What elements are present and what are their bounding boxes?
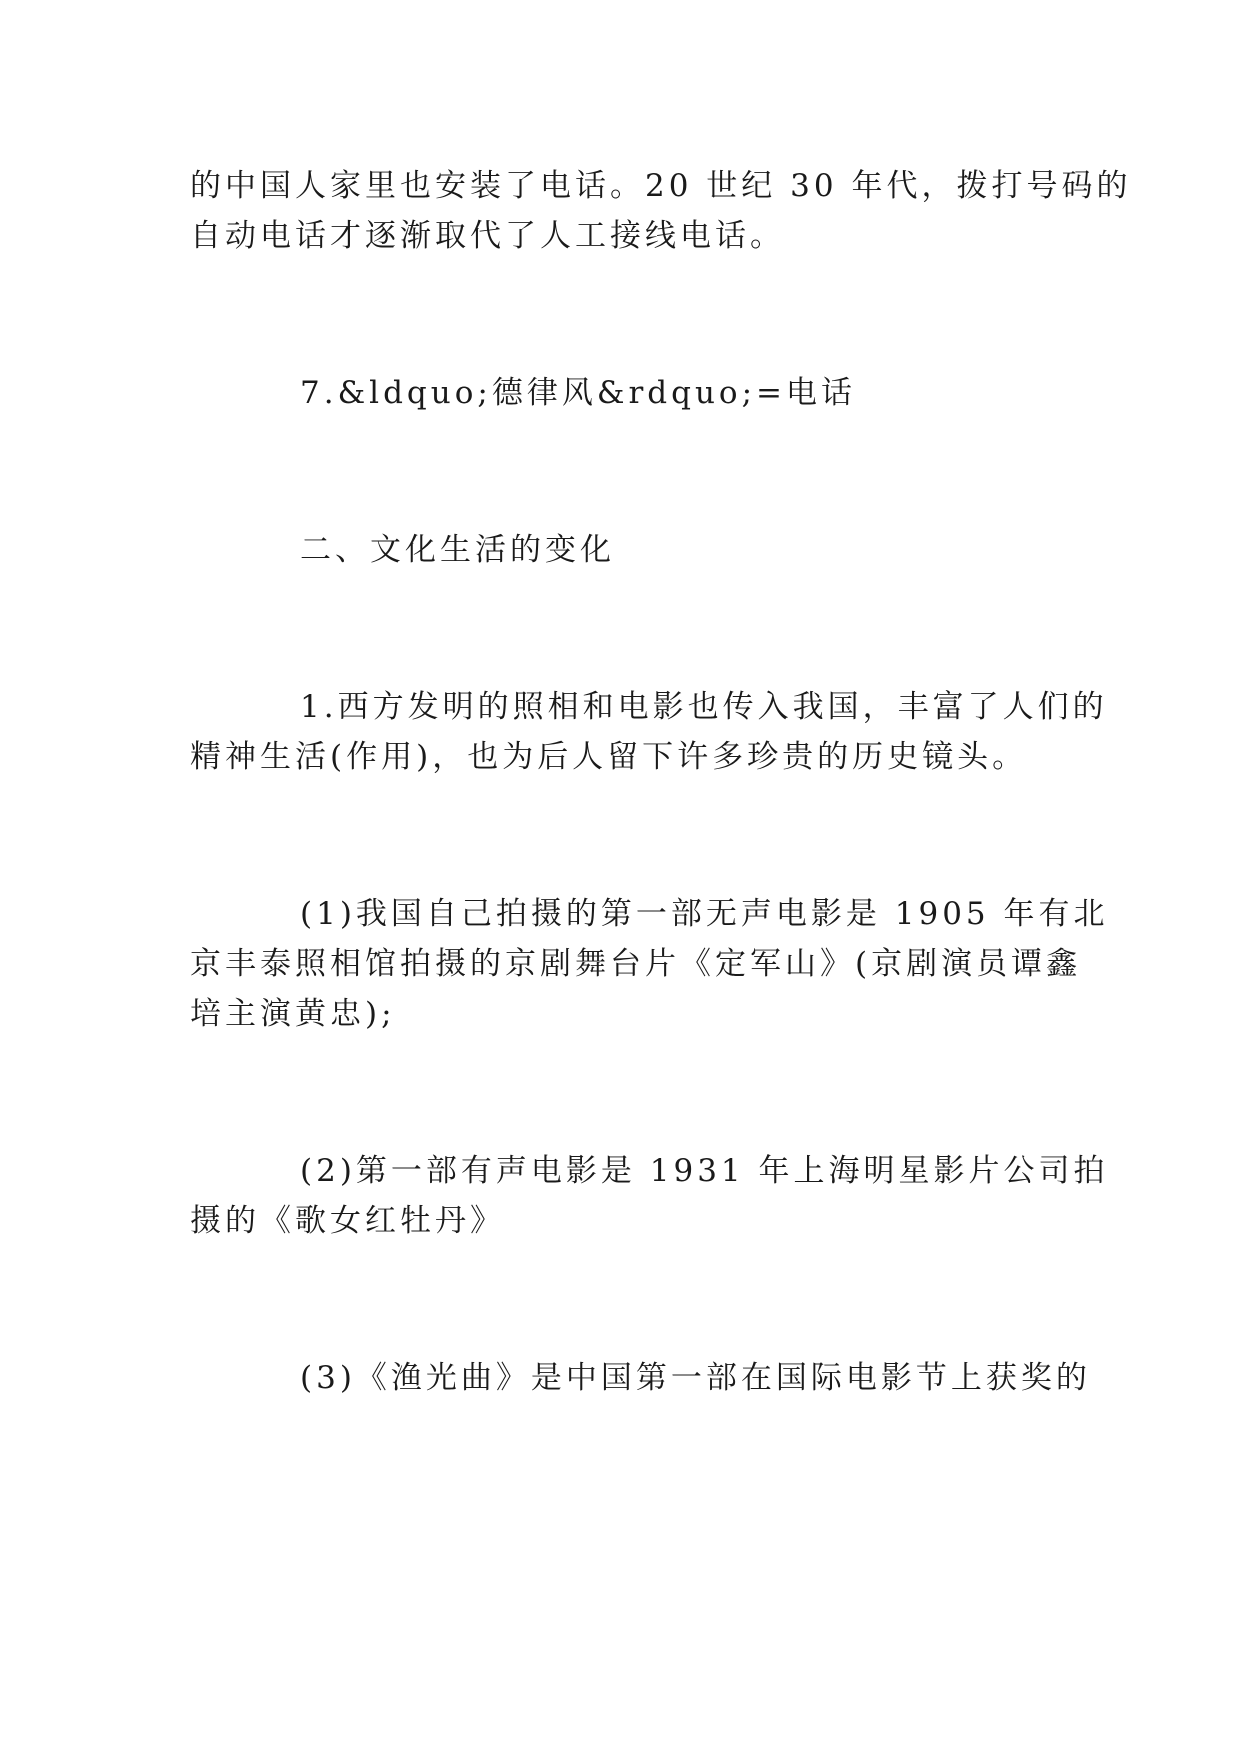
sub-point-3-line-1: (3)《渔光曲》是中国第一部在国际电影节上获奖的: [300, 1360, 1091, 1396]
paragraph-telephone-line-1: 的中国人家里也安装了电话。20 世纪 30 年代，拨打号码的: [190, 168, 1132, 204]
point-1-line-1: 1.西方发明的照相和电影也传入我国，丰富了人们的: [300, 689, 1108, 725]
point-1-line-2: 精神生活(作用)，也为后人留下许多珍贵的历史镜头。: [190, 739, 1028, 775]
paragraph-telephone-line-2: 自动电话才逐渐取代了人工接线电话。: [190, 218, 785, 254]
section-heading-culture: 二、文化生活的变化: [300, 532, 615, 568]
sub-point-2-line-2: 摄的《歌女红牡丹》: [190, 1203, 505, 1239]
item-7-heading: 7.&ldquo;德律风&rdquo;=电话: [300, 375, 856, 411]
sub-point-1-line-1: (1)我国自己拍摄的第一部无声电影是 1905 年有北: [300, 896, 1109, 932]
sub-point-2-line-1: (2)第一部有声电影是 1931 年上海明星影片公司拍: [300, 1153, 1109, 1189]
sub-point-1-line-3: 培主演黄忠);: [190, 996, 396, 1032]
sub-point-1-line-2: 京丰泰照相馆拍摄的京剧舞台片《定军山》(京剧演员谭鑫: [190, 946, 1082, 982]
